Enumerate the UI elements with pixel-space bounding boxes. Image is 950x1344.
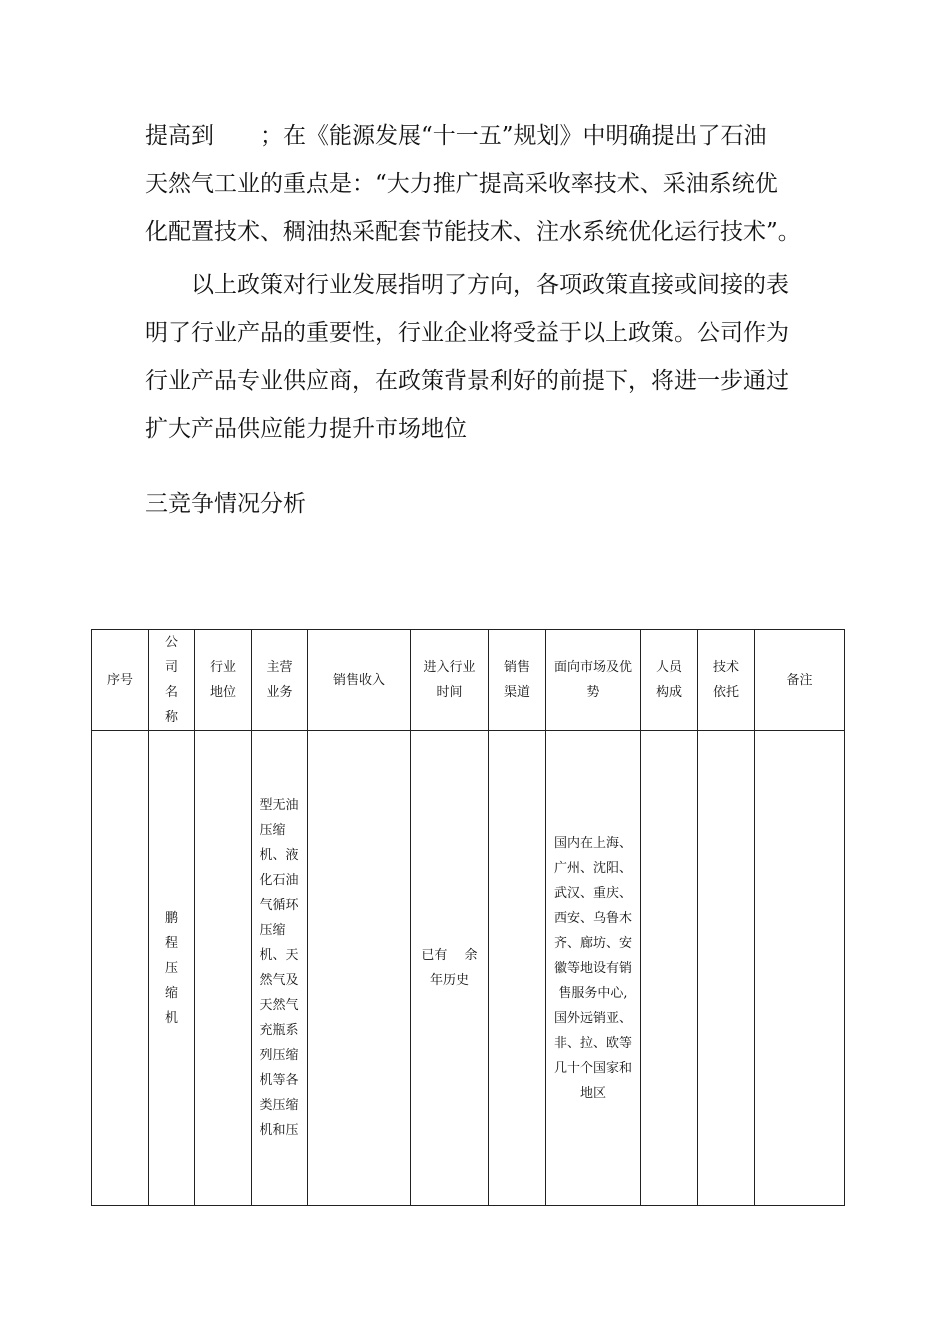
header-index: 序号 <box>92 630 149 731</box>
header-entry-time: 进入行业时间 <box>411 630 489 731</box>
text-line: 扩大产品供应能力提升市场地位 <box>145 416 467 442</box>
cell-entry-time: 已有 余年历史 <box>411 731 489 1206</box>
cell-remark <box>755 731 845 1206</box>
table-header-row <box>92 630 845 731</box>
text-line: 化配置技术、稠油热采配套节能技术、注水系统优化运行技术”。 <box>145 219 801 245</box>
cell-revenue <box>308 731 411 1206</box>
competition-table <box>91 629 845 1206</box>
text-line: 以上政策对行业发展指明了方向，各项政策直接或间接的表 <box>191 272 789 298</box>
cell-index <box>92 731 149 1206</box>
cell-channel <box>489 731 546 1206</box>
paragraph-policy-summary <box>145 261 815 453</box>
header-staff: 人员构成 <box>641 630 698 731</box>
header-revenue: 销售收入 <box>308 630 411 731</box>
text-line: 天然气工业的重点是：“大力推广提高采收率技术、采油系统优 <box>145 171 778 197</box>
cell-position <box>195 731 252 1206</box>
header-business: 主营业务 <box>252 630 308 731</box>
cell-tech <box>698 731 755 1206</box>
header-position: 行业地位 <box>195 630 252 731</box>
text-line: 明了行业产品的重要性，行业企业将受益于以上政策。公司作为 <box>145 320 789 346</box>
cell-market: 国内在上海、广州、沈阳、武汉、重庆、西安、乌鲁木齐、廊坊、安徽等地设有销售服务中心,国外远销亚、非、拉、欧等几十个国家和地区 <box>546 731 641 1206</box>
cell-staff <box>641 731 698 1206</box>
text-line: 行业产品专业供应商，在政策背景利好的前提下，将进一步通过 <box>145 368 789 394</box>
header-channel: 销售渠道 <box>489 630 546 731</box>
header-company: 公司名称 <box>149 630 195 731</box>
cell-business: 型无油压缩机、液化石油气循环压缩机、天然气及天然气充瓶系列压缩机等各类压缩机和压 <box>252 731 308 1206</box>
paragraph-policy-goals <box>145 112 815 256</box>
text-line: 提高到 ；在《能源发展“十一五”规划》中明确提出了石油 <box>145 123 767 149</box>
cell-company: 鹏程压缩机 <box>149 731 195 1206</box>
table-row <box>92 731 845 1206</box>
header-remark: 备注 <box>755 630 845 731</box>
header-market: 面向市场及优势 <box>546 630 641 731</box>
header-tech: 技术依托 <box>698 630 755 731</box>
section-heading: 三竞争情况分析 <box>145 491 306 517</box>
